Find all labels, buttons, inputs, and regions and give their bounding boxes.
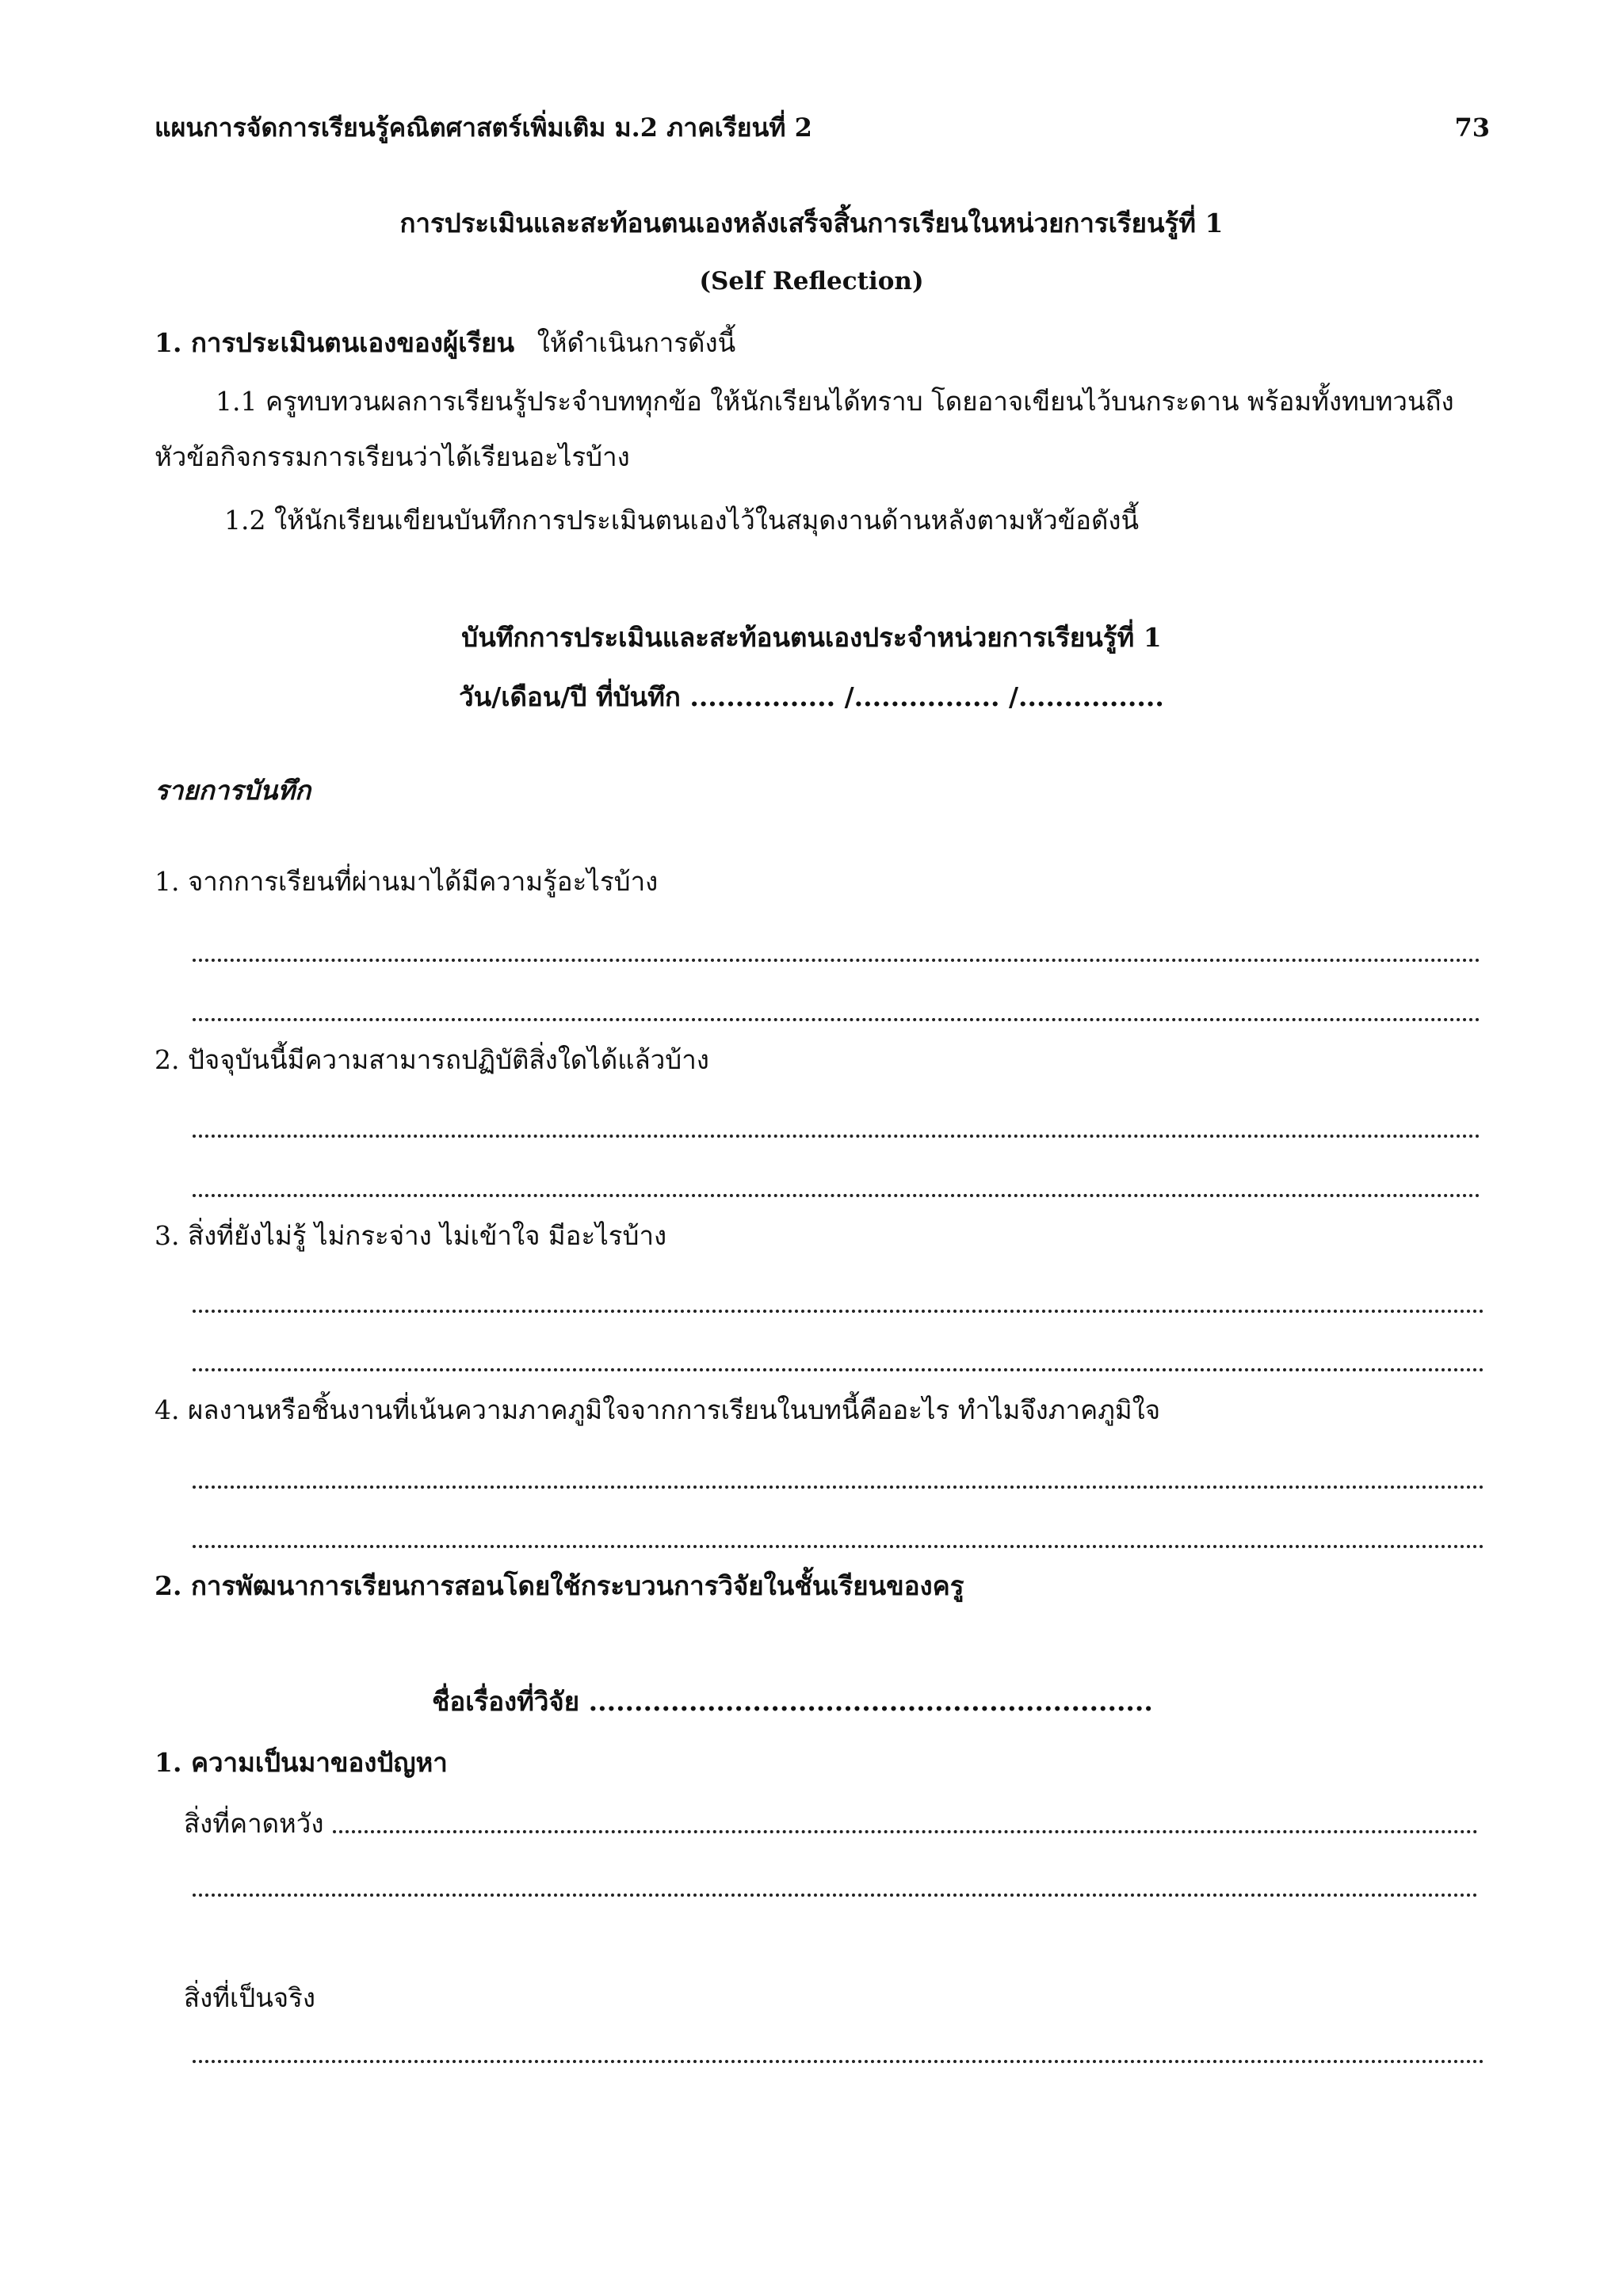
page-subtitle: (Self Reflection) <box>699 267 924 296</box>
question-4: 4. ผลงานหรือชิ้นงานที่เน้นความภาคภูมิใจจากการเรียนในบทนี้คืออะไร ทำไมจึงภาคภูมิใจ <box>155 1394 1161 1425</box>
record-title: บันทึกการประเมินและสะท้อนตนเองประจำหน่วยการเรียนรู้ที่ 1 <box>461 622 1162 653</box>
question-1: 1. จากการเรียนที่ผ่านมาได้มีความรู้อะไรบ้าง <box>155 866 659 897</box>
question-3: 3. สิ่งที่ยังไม่รู้ ไม่กระจ่าง ไม่เข้าใจ มีอะไรบ้าง <box>155 1220 667 1251</box>
answer-line <box>193 1545 1484 1548</box>
background-title: 1. ความเป็นมาของปัญหา <box>155 1747 448 1778</box>
section2-title: 2. การพัฒนาการเรียนการสอนโดยใช้กระบวนการวิจัยในชั้นเรียนของครู <box>155 1570 964 1601</box>
answer-line <box>193 1135 1480 1138</box>
section1-item1-line1: 1.1 ครูทบทวนผลการเรียนรู้ประจำบททุกข้อ ให้นักเรียนได้ทราบ โดยอาจเขียนไว้บนกระดาน พร้อมทั้งทบทวนถึง <box>216 386 1454 417</box>
answer-line <box>193 1194 1480 1197</box>
record-list-label: รายการบันทึก <box>155 775 311 806</box>
actual-answer-line <box>193 2060 1484 2063</box>
question-2: 2. ปัจจุบันนี้มีความสามารถปฏิบัติสิ่งใดได้แล้วบ้าง <box>155 1044 709 1075</box>
answer-line <box>193 1018 1480 1021</box>
actual-label: สิ่งที่เป็นจริง <box>184 1982 315 2013</box>
header-title: แผนการจัดการเรียนรู้คณิตศาสตร์เพิ่มเติม ม.2 ภาคเรียนที่ 2 <box>155 113 812 143</box>
page-title: การประเมินและสะท้อนตนเองหลังเสร็จสิ้นการเรียนในหน่วยการเรียนรู้ที่ 1 <box>399 208 1224 238</box>
expected-answer-line <box>333 1830 1478 1833</box>
answer-line <box>193 1310 1484 1313</box>
research-title: ชื่อเรื่องที่วิจัย .............................................................. <box>432 1686 1153 1717</box>
record-date-line: วัน/เดือน/ปี ที่บันทึก ................ /................ /................ <box>459 681 1164 712</box>
answer-line <box>193 1486 1484 1489</box>
answer-line <box>193 959 1480 962</box>
expected-label: สิ่งที่คาดหวัง <box>184 1808 324 1839</box>
answer-line <box>193 1368 1484 1371</box>
section1-instruction: ให้ดำเนินการดังนี้ <box>537 327 736 358</box>
expected-answer-line <box>193 1894 1478 1897</box>
section1-heading <box>155 327 735 359</box>
section1-item1-line2: หัวข้อกิจกรรมการเรียนว่าได้เรียนอะไรบ้าง <box>155 441 630 472</box>
section1-title: 1. การประเมินตนเองของผู้เรียน <box>155 327 515 358</box>
page-number: 73 <box>1454 113 1490 143</box>
section1-item2: 1.2 ให้นักเรียนเขียนบันทึกการประเมินตนเองไว้ในสมุดงานด้านหลังตามหัวข้อดังนี้ <box>224 505 1140 536</box>
